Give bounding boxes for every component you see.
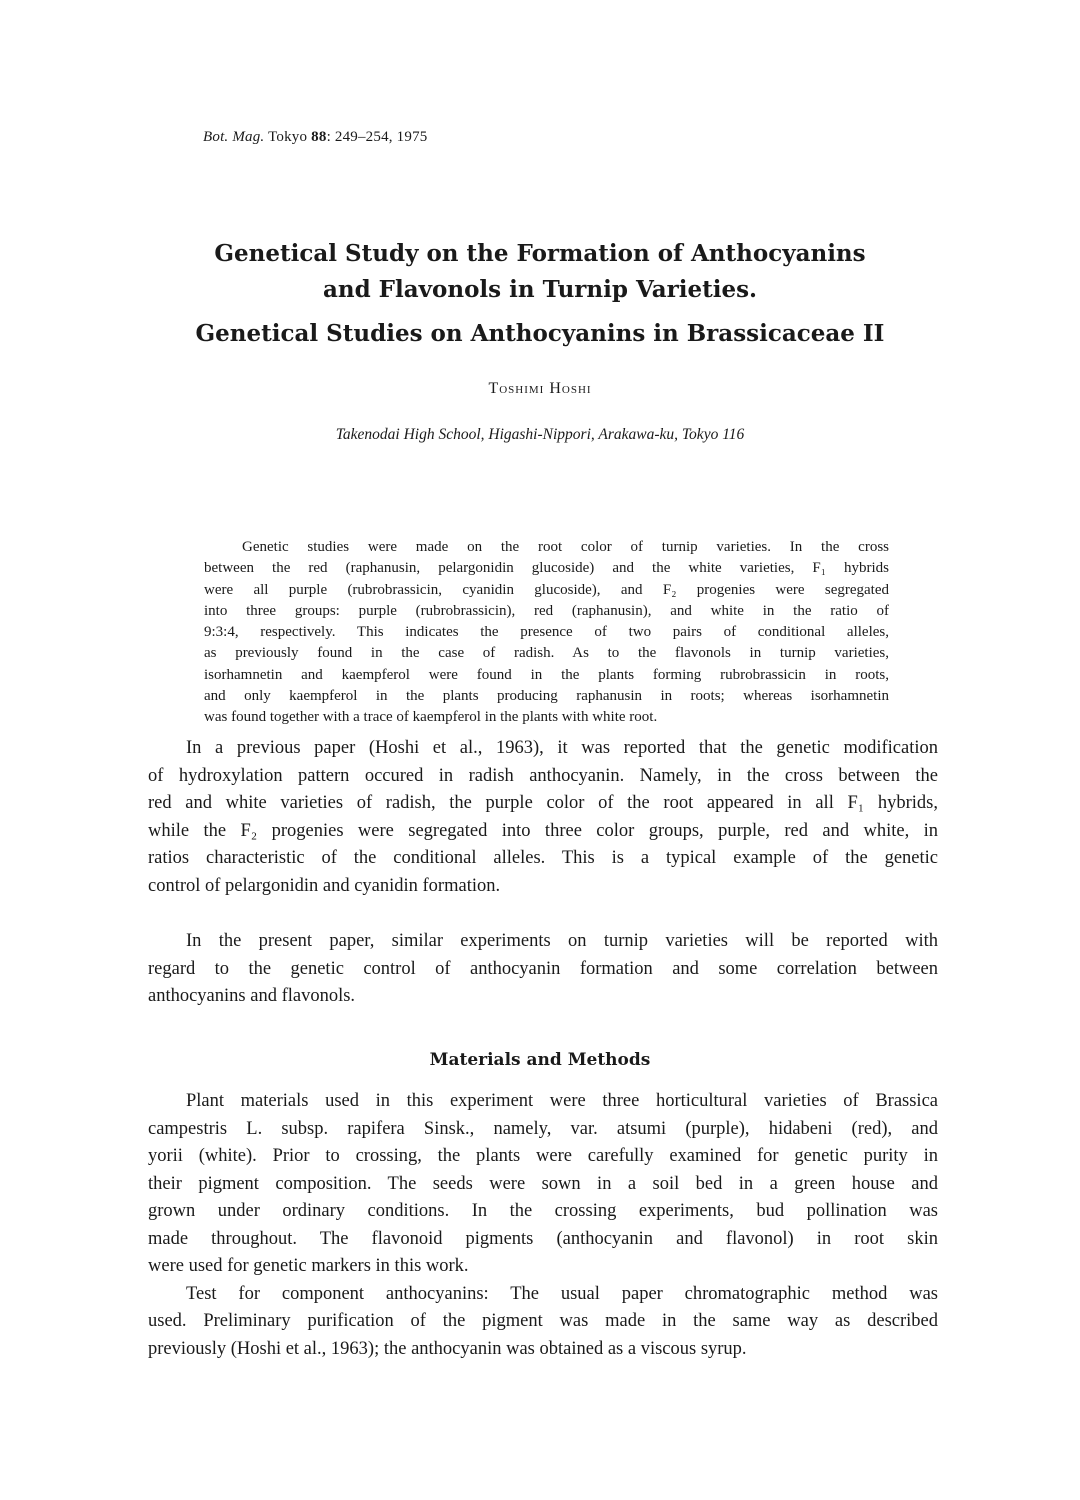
section-heading: Materials and Methods (429, 1050, 651, 1070)
text-line: 9:3:4, respectively. This indicates the presence of two pairs of conditional alleles, (204, 624, 889, 641)
text-line: as previously found in the case of radish. As to the flavonols in turnip varieties, (204, 645, 889, 662)
text-line: control of pelargonidin and cyanidin formation. (148, 875, 501, 896)
intro-paragraph-1 (148, 735, 938, 900)
text-line: of hydroxylation pattern occured in radish anthocyanin. Namely, in the cross between the (148, 765, 938, 786)
intro-paragraph-2 (148, 928, 938, 1011)
text-line: was found together with a trace of kaempferol in the plants with white root. (204, 709, 658, 726)
subtitle: Genetical Studies on Anthocyanins in Brassicaceae II (195, 320, 885, 347)
text-line: In a previous paper (Hoshi et al., 1963), it was reported that the genetic modification (186, 738, 938, 758)
methods-paragraph (148, 1088, 938, 1363)
title-line-1: Genetical Study on the Formation of Anthocyanins (214, 240, 866, 267)
text-line: yorii (white). Prior to crossing, the plants were carefully examined for genetic purity in (148, 1146, 938, 1166)
text-line: campestris L. subsp. rapifera Sinsk., namely, var. atsumi (purple), hidabeni (red), and (148, 1118, 938, 1139)
title-line-2: and Flavonols in Turnip Varieties. (322, 276, 758, 303)
affiliation: Takenodai High School, Higashi-Nippori, Arakawa-ku, Tokyo 116 (335, 426, 745, 443)
text-line: between the red (raphanusin, pelargonidin glucoside) and the white varieties, F₁ hybrids (204, 560, 889, 577)
text-line: regard to the genetic control of anthocyanin formation and some correlation between (148, 958, 938, 979)
text-line: Test for component anthocyanins: The usual paper chromatographic method was (186, 1283, 938, 1304)
citation-volume: 88 (311, 129, 327, 145)
methods-paragraph-2 (148, 1281, 938, 1364)
text-line: Genetic studies were made on the root color of turnip varieties. In the cross (242, 539, 889, 555)
text-line: used. Preliminary purification of the pigment was made in the same way as described (148, 1311, 938, 1331)
text-line: Plant materials used in this experiment were three horticultural varieties of Brassica (186, 1091, 938, 1111)
text-line: were all purple (rubrobrassicin, cyanidin glucoside), and F₂ progenies were segregated (204, 581, 889, 598)
text-line: were used for genetic markers in this work. (148, 1256, 469, 1276)
citation-location: Tokyo (268, 129, 312, 145)
text-line: previously (Hoshi et al., 1963); the anthocyanin was obtained as a viscous syrup. (148, 1338, 747, 1359)
text-line: anthocyanins and flavonols. (148, 986, 356, 1006)
text-line: made throughout. The flavonoid pigments (anthocyanin and flavonol) in root skin (148, 1228, 938, 1249)
citation-pages: : 249–254, 1975 (326, 129, 428, 145)
journal-name: Bot. Mag. (203, 129, 265, 145)
text-line: while the F₂ progenies were segregated into three color groups, purple, red and white, in (148, 820, 938, 841)
text-line: In the present paper, similar experiments on turnip varieties will be reported with (186, 931, 938, 951)
text-line: red and white varieties of radish, the purple color of the root appeared in all F₁ hybrids, (148, 793, 938, 813)
text-line: into three groups: purple (rubrobrassicin), red (raphanusin), and white in the ratio of (204, 602, 889, 619)
methods-paragraph-1 (148, 1088, 938, 1281)
abstract (204, 537, 889, 729)
text-line: ratios characteristic of the conditional alleles. This is a typical example of the genetic (148, 848, 938, 868)
author: Toshimi Hoshi (488, 380, 592, 397)
text-line: their pigment composition. The seeds were sown in a soil bed in a green house and (148, 1173, 938, 1194)
text-line: isorhamnetin and kaempferol were found in the plants forming rubrobrassicin in roots, (204, 666, 889, 683)
citation (203, 129, 427, 146)
text-line: grown under ordinary conditions. In the crossing experiments, bud pollination was (148, 1201, 938, 1221)
text-line: and only kaempferol in the plants producing raphanusin in roots; whereas isorhamnetin (204, 688, 889, 705)
